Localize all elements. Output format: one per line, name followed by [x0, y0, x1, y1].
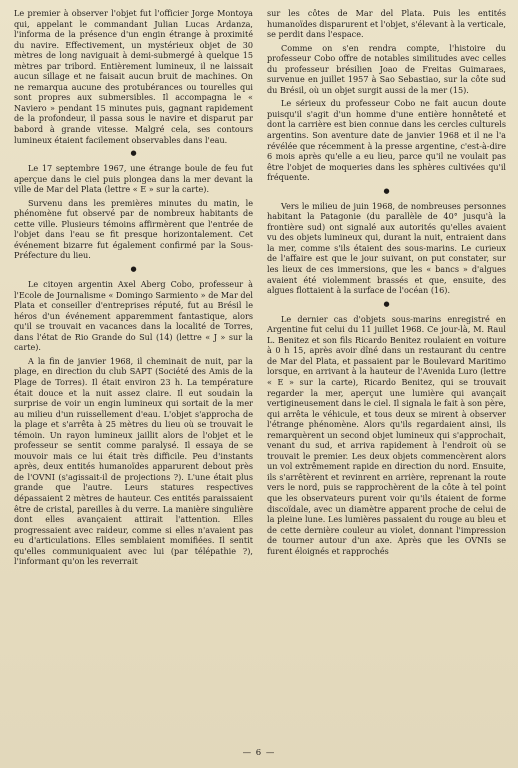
right-column [267, 8, 506, 570]
paragraph: Le citoyen argentin Axel Aberg Cobo, professeur à l'Ecole de Journalisme « Domingo Sarmiento » de Mar del Plata et conseiller d'entreprises réputé, fut au Brésil le héros d'un événement apparemment fantastique, alors qu'il se trouvait en vacances dans la localité de Torres, dans l'état de Rio Grande do Sul (14) (lettre « J » sur la carte). [14, 279, 253, 353]
page-number: — 6 — [242, 748, 276, 758]
paragraph: Le premier à observer l'objet fut l'officier Jorge Montoya qui, appelant le commandant Julian Lucas Ardanza, l'informa de la présence d'un engin étrange à proximité du navire. Effectivement, un mystérieux objet de 30 mètres de long naviguait à demi-submergé à quelque 15 mètres par tribord. Entièrement lumineux, il ne laissait aucun sillage et ne faisait aucun bruit de machines. On ne remarqua aucune des protubérances ou tourelles qui sont propres aux submersibles. Il accompagna le « Naviero » pendant 15 minutes puis, gagnant rapidement de la profondeur, il passa sous le navire et disparut par babord à grande vitesse. Malgré cela, ses contours lumineux étaient facilement observables dans l'eau. [14, 8, 253, 145]
section-separator-bullet: ● [383, 186, 390, 195]
paragraph: Le sérieux du professeur Cobo ne fait aucun doute puisqu'il s'agit d'un homme d'une entière honnêteté et dont la carrière est bien connue dans les cercles culturels argentins. Son aventure date de janvier 1968 et il ne l'a révélée que récemment à la presse argentine, c'est-à-dire 6 mois après qu'elle a eu lieu, parce qu'il ne voulait pas être l'objet de moqueries dans les sphères cultivées qu'il fréquente. [267, 98, 506, 183]
left-column [14, 8, 253, 570]
section-separator-bullet: ● [383, 299, 390, 308]
paragraph: Le 17 septembre 1967, une étrange boule de feu fut aperçue dans le ciel puis plongea dans la mer devant la ville de Mar del Plata (lettre « E » sur la carte). [14, 163, 253, 195]
paragraph: sur les côtes de Mar del Plata. Puis les entités humanoïdes disparurent et l'objet, s'élevant à la verticale, se perdit dans l'espace. [267, 8, 506, 40]
section-separator-bullet: ● [130, 149, 137, 158]
paragraph: Vers le milieu de juin 1968, de nombreuses personnes habitant la Patagonie (du parallèle de 40° jusqu'à la frontière sud) ont signalé aux autorités qu'elles avaient vu des objets lumineux qui, durant la nuit, entraient dans la mer, comme s'ils étaient des sous-marins. Le curieux de l'affaire est que le jour suivant, on put constater, sur les lieux de ces immersions, que les « bancs » d'algues avaient été violemment brassés et que, ensuite, des algues flottaient à la surface de l'océan (16). [267, 200, 506, 296]
paragraph: Le dernier cas d'objets sous-marins enregistré en Argentine fut celui du 11 juillet 1968. Ce jour-là, M. Raul L. Benitez et son fils Ricardo Benitez roulaient en voiture à 0 h 15, après avoir dîné dans un restaurant du centre de Mar del Plata, et passaient par le Boulevard Maritimo lorsque, en arrivant à la hauteur de l'Avenida Luro (lettre « E » sur la carte), Ricardo Benitez, qui se trouvait regarder la mer, aperçut une lumière qui avançait vertigineusement dans le ciel. Il signala le fait à son père, qui arrêta le véhicule, et tous deux se mirent à observer l'étrange phénomène. Alors qu'ils regardaient ainsi, ils remarquèrent un second objet lumineux qui s'approchait, venant du sud, et arriva rapidement à l'endroit où se trouvait le premier. Les deux objets commencèrent alors un vol extrêmement rapide en direction du nord. Ensuite, ils s'arrêtèrent et revinrent en arrière, reprenant la route vers le nord, puis se rapprochèrent de la côte à tel point que les observateurs purent voir qu'ils étaient de forme discoïdale, avec un diamètre apparent proche de celui de la pleine lune. Les lumières passaient du rouge au bleu et de cette dernière couleur au violet, donnant l'impression de tourner autour d'un axe. Après que les OVNIs se furent éloignés et rapprochés [267, 313, 506, 556]
text-columns [14, 8, 506, 570]
paragraph: Survenu dans les premières minutes du matin, le phénomène fut observé par de nombreux habitants de cette ville. Plusieurs témoins affirmèrent que l'entrée de l'objet dans l'eau se fit presque horizontalement. Cet événement bizarre fut également confirmé par la Sous-Préfecture du lieu. [14, 197, 253, 261]
section-separator-bullet: ● [130, 265, 137, 274]
paragraph: Comme on s'en rendra compte, l'histoire du professeur Cobo offre de notables similitudes avec celles du professeur brésilien Joao de Freitas Guimaraes, survenue en juillet 1957 à Sao Sebastiao, sur la côte sud du Brésil, où un objet surgit aussi de la mer (15). [267, 42, 506, 95]
paragraph: A la fin de janvier 1968, il cheminait de nuit, par la plage, en direction du club SAPT (Société des Amis de la Plage de Torres). Il était environ 23 h. La température était douce et la nuit assez claire. Il eut soudain la surprise de voir un engin lumineux qui sortait de la mer au milieu d'un ruissellement d'eau. L'objet s'approcha de la plage et s'arrêta à 25 mètres du lieu où se trouvait le témoin. Un rayon lumineux jaillit alors de l'objet et le professeur se sentit comme paralysé. Il essaya de se mouvoir mais ce lui était très difficile. Peu d'instants après, deux entités humanoïdes apparurent debout près de l'OVNI (s'agissait-il de projections ?). L'une était plus grande que l'autre. Leurs statures respectives dépassaient 2 mètres de hauteur. Ces entités paraissaient être de cristal, pareilles à du verre. La manière singulière dont elles avançaient attirait l'attention. Elles progressaient avec raideur, comme si elles n'avaient pas eu d'articulations. Elles semblaient momifiées. Il sentit qu'elles communiquaient avec lui (par télépathie ?), l'informant qu'on les reverrait [14, 355, 253, 567]
